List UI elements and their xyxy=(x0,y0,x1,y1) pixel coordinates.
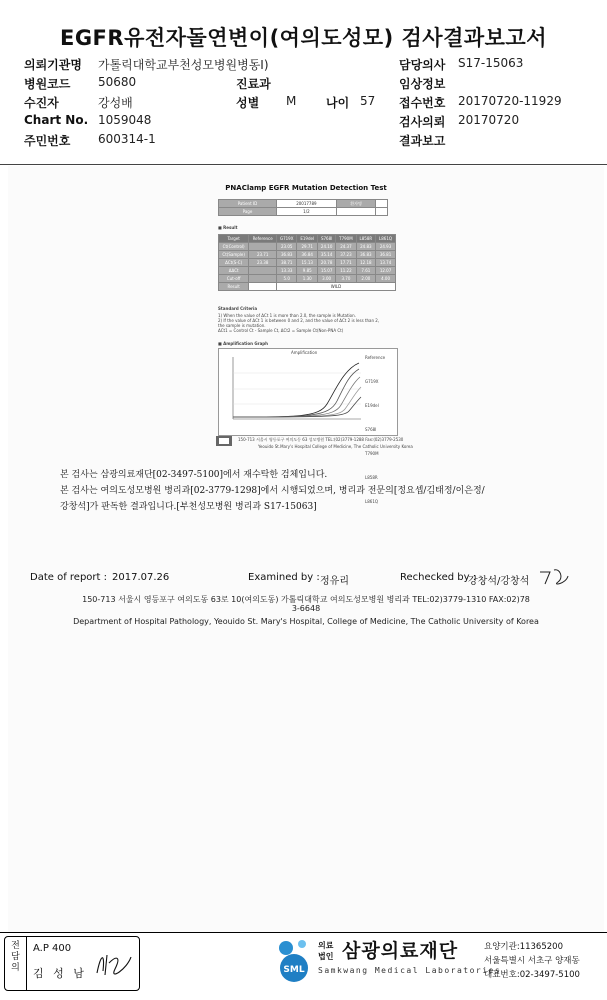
result-row xyxy=(219,283,396,291)
header-value: 20170720 xyxy=(458,113,520,127)
id-cell: Page xyxy=(219,208,277,216)
stamp-char: 담 xyxy=(11,952,20,962)
id-cell xyxy=(336,208,375,216)
logo-text: SML xyxy=(283,965,305,975)
brand-info-line: 대표번호:02-3497-5100 xyxy=(484,970,580,980)
scanned-report xyxy=(8,166,604,932)
age-value: 57 xyxy=(360,94,376,108)
header-row xyxy=(24,132,584,151)
result-cell: 9.85 xyxy=(297,267,318,275)
header-label: 결과보고 xyxy=(399,134,446,148)
note-line: 본 검사는 삼광의료재단[02-3497-5100]에서 재수탁한 검체입니다. xyxy=(60,470,328,480)
samkwang-brand xyxy=(270,938,605,996)
report-title: EGFR유전자돌연변이(여의도성모) 검사결과보고서 xyxy=(59,26,548,50)
result-row xyxy=(219,275,396,283)
legend-item: E19del xyxy=(365,403,379,408)
result-cell: 15.13 xyxy=(297,259,318,267)
result-cell: Ct(Control) xyxy=(219,243,249,251)
header-label: 성별 xyxy=(236,96,260,110)
footer-divider xyxy=(0,932,607,933)
id-cell: Patient ID xyxy=(219,200,277,208)
header-row xyxy=(24,113,584,132)
result-cell: 4.00 xyxy=(376,275,396,283)
scan-footer-line: Yeouido St.Mary's Hospital College of Medicine, The Catholic University Korea xyxy=(258,444,413,449)
stamp-license: A.P 400 xyxy=(33,943,72,954)
criteria-line: the sample is mutation. xyxy=(218,323,266,328)
header-divider xyxy=(0,164,607,165)
scan-title: PNAClamp EGFR Mutation Detection Test xyxy=(225,184,387,192)
address-line-english: Department of Hospital Pathology, Yeouido St. Mary's Hospital, College of Medicine, The Catholic University of Korea xyxy=(73,617,539,626)
result-row xyxy=(219,243,396,251)
result-cell: 2.00 xyxy=(356,275,375,283)
result-header-cell: Target xyxy=(219,235,249,243)
header-label: 검사의뢰 xyxy=(399,115,446,129)
result-cell: ΔΔCt xyxy=(219,267,249,275)
result-header-cell: E19del xyxy=(297,235,318,243)
header-label: 임상정보 xyxy=(399,77,446,91)
result-cell: 23.38 xyxy=(249,259,277,267)
header-value: 20170720-11929 xyxy=(458,94,562,108)
result-cell: Ct(Sample) xyxy=(219,251,249,259)
brand-legal-label xyxy=(318,940,333,962)
header-row xyxy=(24,94,584,113)
result-cell: 20.78 xyxy=(318,259,336,267)
result-cell: 5.0 xyxy=(277,275,297,283)
legend-item: S768I xyxy=(365,427,377,432)
brand-info xyxy=(484,940,580,982)
result-cell: 29.71 xyxy=(297,243,318,251)
examined-by: 정유리 xyxy=(320,576,349,587)
header-value: M xyxy=(286,94,297,108)
address-line: 150-713 서울시 영등포구 여의도동 63로 10(여의도동) 가톨릭대학교 여의도성모병원 병리과 TEL:02)3779-1310 FAX:02)78 xyxy=(82,595,530,604)
result-table xyxy=(218,234,396,291)
criteria-line: 1) When the value of ΔCt 1 is more than 2.0, the sample is Mutation. xyxy=(218,313,356,318)
brand-name: 삼광의료재단 xyxy=(342,940,459,962)
result-cell: 36.81 xyxy=(376,251,396,259)
brand-small-top: 의료 xyxy=(318,941,334,950)
header-row xyxy=(24,56,584,75)
result-cell: WILD xyxy=(277,283,396,291)
stamp-name: 김 성 남 xyxy=(33,967,87,980)
header-label: 접수번호 xyxy=(399,96,446,110)
result-cell: 23.05 xyxy=(277,243,297,251)
id-cell xyxy=(376,208,388,216)
result-cell: Result xyxy=(219,283,249,291)
result-cell: 36.83 xyxy=(356,251,375,259)
legend-item: Reference xyxy=(365,355,386,360)
id-cell: 1/2 xyxy=(276,208,336,216)
result-cell: 12.18 xyxy=(356,259,375,267)
result-cell: 13.74 xyxy=(376,259,396,267)
result-header-cell: S768I xyxy=(318,235,336,243)
id-cell: 20017789 xyxy=(276,200,336,208)
header-label: 진료과 xyxy=(236,77,271,91)
header-value: 강성배 xyxy=(98,96,133,110)
result-cell: 17.71 xyxy=(336,259,356,267)
header-value: S17-15063 xyxy=(458,56,524,70)
result-row xyxy=(219,267,396,275)
amp-title: Amplification xyxy=(291,350,318,355)
age-label: 나이 xyxy=(326,96,350,110)
note-line: 본 검사는 여의도성모병원 병리과[02-3779-1298]에서 시행되었으며, 병리과 전문의[정요셉/김태정/이은정/ xyxy=(60,486,485,496)
result-cell xyxy=(249,283,277,291)
amp-label: ■ Amplification Graph xyxy=(218,341,269,346)
result-cell: 13.33 xyxy=(277,267,297,275)
result-cell xyxy=(249,267,277,275)
legend-item: G719X xyxy=(365,379,379,384)
header-value: 1059048 xyxy=(98,113,152,127)
id-cell xyxy=(376,200,388,208)
header-value: 가톨릭대학교부천성모병원병동I) xyxy=(98,58,269,72)
pathologist-signature-icon xyxy=(93,949,133,979)
result-cell: 23.71 xyxy=(249,251,277,259)
result-cell: 24.83 xyxy=(356,243,375,251)
result-cell: 1.30 xyxy=(297,275,318,283)
result-header-cell: G719X xyxy=(277,235,297,243)
result-header-cell: Reference xyxy=(249,235,277,243)
result-cell: 3.00 xyxy=(318,275,336,283)
brand-english: Samkwang Medical Laboratories xyxy=(318,966,502,975)
amp-legend xyxy=(365,355,385,504)
result-cell xyxy=(249,275,277,283)
result-header-cell: T790M xyxy=(336,235,356,243)
patient-id-table xyxy=(218,199,388,216)
stamp-char: 전 xyxy=(11,941,20,951)
header-value: 50680 xyxy=(98,75,137,89)
stamp-char: 의 xyxy=(11,963,20,973)
result-cell: 36.83 xyxy=(277,251,297,259)
id-cell: 환자명 xyxy=(336,200,375,208)
header-label: 의뢰기관명 xyxy=(24,58,82,72)
result-cell: 24.93 xyxy=(376,243,396,251)
report-date: 2017.07.26 xyxy=(112,572,170,583)
result-cell: ΔCt(S-C) xyxy=(219,259,249,267)
sml-logo-icon xyxy=(272,938,316,984)
result-cell: 24.37 xyxy=(336,243,356,251)
result-cell: Cut-off xyxy=(219,275,249,283)
legend-item: L861Q xyxy=(365,499,379,504)
stamp-vertical-label xyxy=(5,937,27,990)
result-header-cell: L861Q xyxy=(376,235,396,243)
criteria-title: Standard Criteria xyxy=(218,306,258,311)
pathologist-stamp xyxy=(4,936,140,991)
result-cell: 7.61 xyxy=(356,267,375,275)
recheck-signature-icon xyxy=(538,566,570,586)
header-label: 주민번호 xyxy=(24,134,71,148)
examined-label: Examined by : xyxy=(248,572,320,583)
result-cell: 35.14 xyxy=(318,251,336,259)
rechecked-by: 강창석/강창석 xyxy=(468,576,530,587)
result-cell: 24.10 xyxy=(318,243,336,251)
rechecked-label: Rechecked by : xyxy=(400,572,477,583)
result-label: ■ Result xyxy=(218,225,238,230)
header-row xyxy=(24,75,584,94)
report-date-label: Date of report : xyxy=(30,572,107,583)
note-line: 강창석]가 판독한 결과입니다.[부천성모병원 병리과 S17-15063] xyxy=(60,502,317,512)
header-info xyxy=(24,56,584,151)
legend-item: T790M xyxy=(365,451,379,456)
header-label: Chart No. xyxy=(24,113,89,127)
header-value: 600314-1 xyxy=(98,132,156,146)
result-cell xyxy=(249,243,277,251)
legend-item: L858R xyxy=(365,475,378,480)
result-cell: 37.23 xyxy=(336,251,356,259)
result-cell: 11.22 xyxy=(336,267,356,275)
brand-info-line: 서울특별시 서초구 양재동 xyxy=(484,956,580,966)
header-label: 병원코드 xyxy=(24,77,71,91)
result-header-row xyxy=(219,235,396,243)
address-line: 3-6648 xyxy=(291,604,321,613)
result-cell: 38.71 xyxy=(277,259,297,267)
criteria-line: 2) If the value of ΔCt 1 is between 0 and 2, and the value of ΔCt 2 is less than 2, xyxy=(218,318,380,323)
result-row xyxy=(219,259,396,267)
result-cell: 3.70 xyxy=(336,275,356,283)
result-cell: 12.07 xyxy=(376,267,396,275)
hospital-logo-icon xyxy=(216,436,232,446)
scan-footer-line: 150-713 서울시 영등포구 여의도동 63 성모병원 TEL:(02)3779-1288 Fax:(02)3779-2530 xyxy=(238,437,404,442)
criteria-line: ΔCt1 = Control Ct - Sample Ct, ΔCt2 = Sample Ct(Non-PNA Ct) xyxy=(218,328,344,333)
brand-small-bottom: 법인 xyxy=(318,952,334,961)
result-row xyxy=(219,251,396,259)
header-label: 수진자 xyxy=(24,96,59,110)
result-cell: 15.07 xyxy=(318,267,336,275)
result-cell: 36.84 xyxy=(297,251,318,259)
result-header-cell: L858R xyxy=(356,235,375,243)
brand-info-line: 요양기관:11365200 xyxy=(484,942,563,952)
header-label: 담당의사 xyxy=(399,58,446,72)
